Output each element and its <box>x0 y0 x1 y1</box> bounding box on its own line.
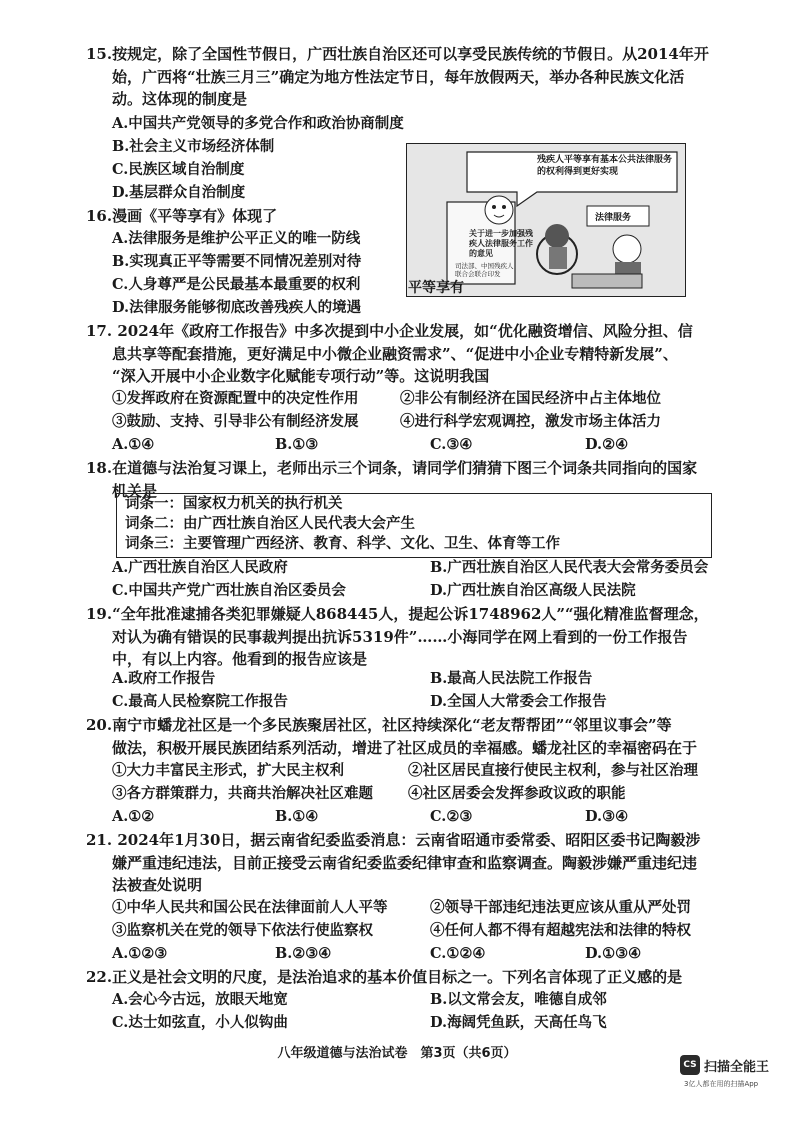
q15-option-c: C.民族区域自治制度 <box>112 161 245 178</box>
q17-statement-1: ①发挥政府在资源配置中的决定性作用 <box>112 390 359 407</box>
q21-line-3: 法被查处说明 <box>112 876 203 894</box>
q19-line-3: 中，有以上内容。他看到的报告应该是 <box>112 650 368 668</box>
q22-option-b: B.以文常会友，唯德自成邻 <box>430 991 607 1008</box>
q21-line-1: 21. 2024年1月30日，据云南省纪委监委消息：云南省昭通市委常委、昭阳区委书记陶毅涉 <box>86 831 701 849</box>
q21-option-d: D.①③④ <box>585 945 642 962</box>
q19-line-1: 19.“全年批准逮捕各类犯罪嫌疑人868445人，提起公诉1748962人”“强化精准监督理念， <box>86 605 709 623</box>
q20-option-b: B.①④ <box>275 808 319 825</box>
q22-option-a: A.会心今古远，放眼天地宽 <box>112 991 288 1008</box>
q18-option-a: A.广西壮族自治区人民政府 <box>112 559 288 576</box>
q18-clue-2: 词条二：由广西壮族自治区人民代表大会产生 <box>125 515 415 532</box>
question-17 <box>86 320 726 388</box>
q15-option-a: A.中国共产党领导的多党合作和政治协商制度 <box>112 115 404 132</box>
q20-statement-4: ④社区居委会发挥参政议政的职能 <box>408 785 626 802</box>
q16-option-c: C.人身尊严是公民最基本最重要的权利 <box>112 276 361 293</box>
q21-statement-3: ③监察机关在党的领导下依法行使监察权 <box>112 922 373 939</box>
question-19 <box>86 603 726 671</box>
q21-option-b: B.②③④ <box>275 945 332 962</box>
q16-option-a: A.法律服务是维护公平正义的唯一防线 <box>112 230 361 247</box>
question-15 <box>86 43 726 111</box>
q18-line-1: 18.在道德与法治复习课上，老师出示三个词条，请同学们猜猜下图三个词条共同指向的国家 <box>86 459 698 477</box>
q17-line-1: 17. 2024年《政府工作报告》中多次提到中小企业发展，如“优化融资增信、风险分担、信 <box>86 322 693 340</box>
q17-option-b: B.①③ <box>275 436 319 453</box>
q18-clue-box <box>116 493 712 558</box>
q20-option-d: D.③④ <box>585 808 629 825</box>
q18-clue-3: 词条三：主要管理广西经济、教育、科学、文化、卫生、体育等工作 <box>125 535 560 552</box>
cartoon-caption: 平等享有 <box>408 280 464 296</box>
q17-option-a: A.①④ <box>112 436 155 453</box>
q17-statement-3: ③鼓励、支持、引导非公有制经济发展 <box>112 413 359 430</box>
question-21 <box>86 829 726 897</box>
q21-option-a: A.①②③ <box>112 945 168 962</box>
q18-line-2: 机关是 <box>112 481 158 500</box>
cartoon-speech-bubble: 残疾人平等享有基本公共法律服务的权利得到更好实现 <box>537 155 673 177</box>
q16-stem: 16.漫画《平等享有》体现了 <box>86 207 278 225</box>
q15-option-b: B.社会主义市场经济体制 <box>112 138 275 155</box>
q20-statement-1: ①大力丰富民主形式，扩大民主权利 <box>112 762 344 779</box>
q20-option-a: A.①② <box>112 808 155 825</box>
q22-option-c: C.达士如弦直，小人似钩曲 <box>112 1014 288 1031</box>
q22-stem: 22.正义是社会文明的尺度，是法治追求的基本价值目标之一。下列名言体现了正义感的是 <box>86 968 683 986</box>
q19-option-b: B.最高人民法院工作报告 <box>430 670 593 687</box>
q18-clue-1: 词条一：国家权力机关的执行机关 <box>125 495 343 512</box>
q19-option-a: A.政府工作报告 <box>112 670 216 687</box>
q17-statement-2: ②非公有制经济在国民经济中占主体地位 <box>400 390 661 407</box>
q16-option-d: D.法律服务能够彻底改善残疾人的境遇 <box>112 299 362 316</box>
q15-option-d: D.基层群众自治制度 <box>112 184 246 201</box>
q18-option-d: D.广西壮族自治区高级人民法院 <box>430 582 636 599</box>
scanner-watermark <box>680 1055 790 1117</box>
q19-option-c: C.最高人民检察院工作报告 <box>112 693 288 710</box>
q21-statement-2: ②领导干部违纪违法更应该从重从严处罚 <box>430 899 691 916</box>
cartoon-document-issuer: 司法部、中国残疾人联合会联合印发 <box>455 262 514 278</box>
q20-line-2: 做法，积极开展民族团结系列活动，增进了社区成员的幸福感。蟠龙社区的幸福密码在于 <box>112 738 698 757</box>
q18-option-c: C.中国共产党广西壮族自治区委员会 <box>112 582 346 599</box>
camscanner-tagline: 3亿人都在用的扫描App <box>684 1080 759 1088</box>
cartoon-document-title: 关于进一步加强残疾人法律服务工作的意见 <box>469 228 533 258</box>
cartoon-service-sign: 法律服务 <box>595 213 632 223</box>
q16-option-b: B.实现真正平等需要不同情况差别对待 <box>112 253 362 270</box>
q17-option-c: C.③④ <box>430 436 473 453</box>
q21-statement-4: ④任何人都不得有超越宪法和法律的特权 <box>430 922 691 939</box>
camscanner-name: 扫描全能王 <box>704 1060 770 1075</box>
page-footer: 八年级道德与法治试卷 第3页（共6页） <box>277 1046 517 1061</box>
q22-option-d: D.海阔凭鱼跃，天高任鸟飞 <box>430 1014 607 1031</box>
q19-line-2: 对认为确有错误的民事裁判提出抗诉5319件”……小海同学在网上看到的一份工作报告 <box>112 627 688 646</box>
q20-statement-3: ③各方群策群力，共商共治解决社区难题 <box>112 785 373 802</box>
q17-line-3: “深入开展中小企业数字化赋能专项行动”等。这说明我国 <box>112 367 490 385</box>
q15-line-1: 15.按规定，除了全国性节假日，广西壮族自治区还可以享受民族传统的节假日。从2014年开 <box>86 45 709 63</box>
q20-option-c: C.②③ <box>430 808 473 825</box>
camscanner-logo-icon: CS <box>680 1055 700 1075</box>
q19-option-d: D.全国人大常委会工作报告 <box>430 693 607 710</box>
q15-line-2: 始，广西将“壮族三月三”确定为地方性法定节日，每年放假两天，举办各种民族文化活 <box>112 67 685 86</box>
q17-line-2: 息共享等配套措施，更好满足中小微企业融资需求”、“促进中小企业专精特新发展”、 <box>112 344 678 363</box>
q21-line-2: 嫌严重违纪违法，目前正接受云南省纪委监委纪律审查和监察调查。陶毅涉嫌严重违纪违 <box>112 853 698 872</box>
cartoon-equal-access <box>406 143 686 297</box>
q21-option-c: C.①②④ <box>430 945 486 962</box>
q17-option-d: D.②④ <box>585 436 629 453</box>
q20-line-1: 20.南宁市蟠龙社区是一个多民族聚居社区，社区持续深化“老友帮帮团”“邻里议事会”等 <box>86 716 672 734</box>
q15-line-3: 动。这体现的制度是 <box>112 90 248 108</box>
q20-statement-2: ②社区居民直接行使民主权利，参与社区治理 <box>408 762 698 779</box>
q18-option-b: B.广西壮族自治区人民代表大会常务委员会 <box>430 559 709 576</box>
q17-statement-4: ④进行科学宏观调控，激发市场主体活力 <box>400 413 661 430</box>
question-20 <box>86 714 726 759</box>
q21-statement-1: ①中华人民共和国公民在法律面前人人平等 <box>112 899 388 916</box>
